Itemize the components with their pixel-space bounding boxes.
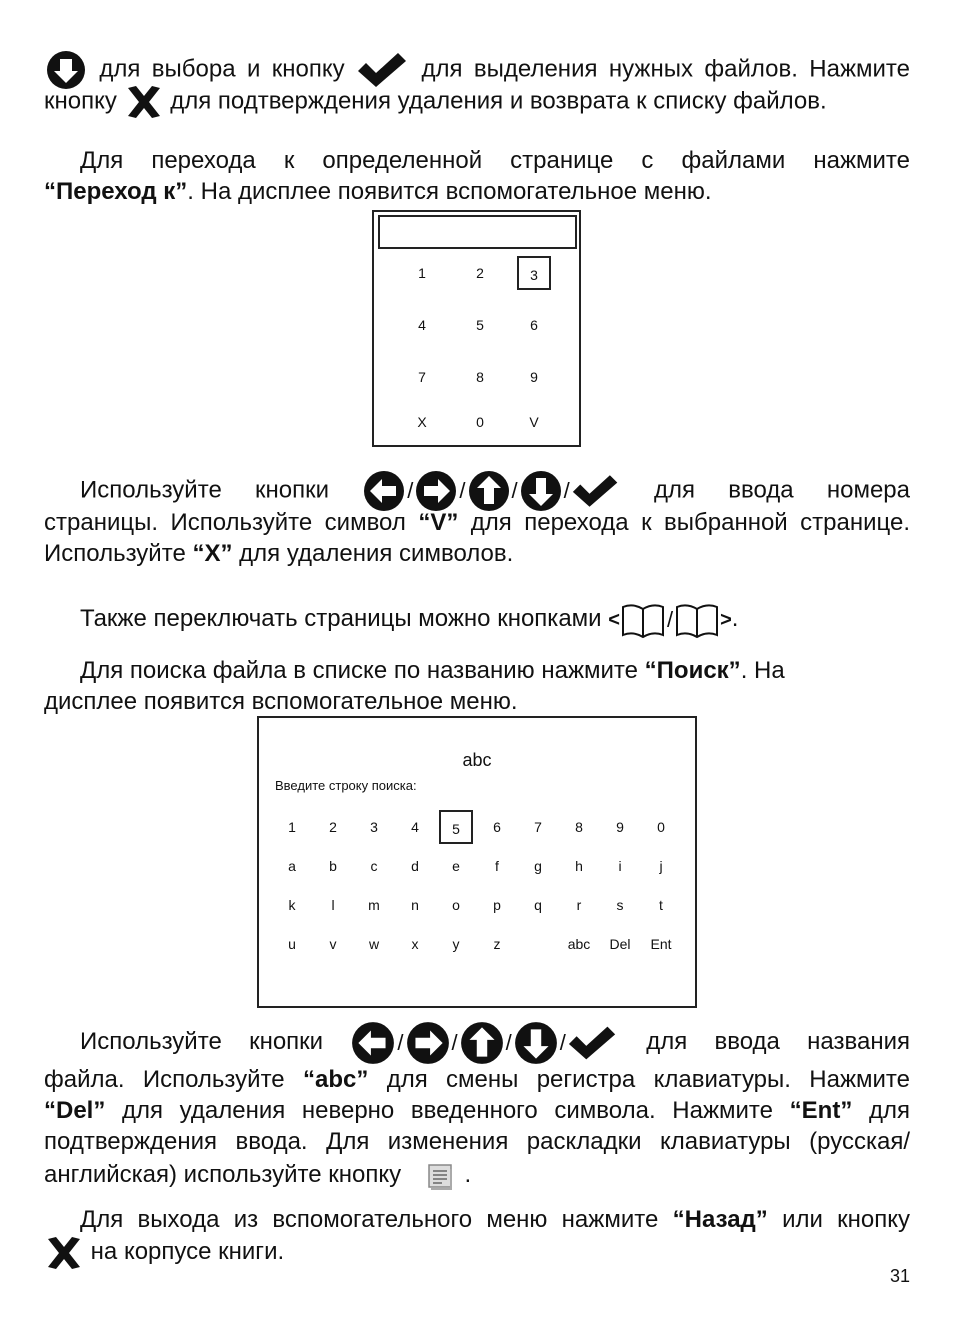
search-key-9[interactable]: 9	[616, 819, 624, 835]
sep: /	[666, 606, 674, 632]
menu-list-icon	[424, 1161, 458, 1191]
p6-text-d: для смены регистра клавиатуры. Нажмите	[386, 1066, 910, 1093]
p3-line2	[44, 507, 910, 538]
p6-line3	[44, 1095, 910, 1126]
right-arrow-icon	[414, 470, 458, 512]
key-6[interactable]: 6	[530, 317, 538, 333]
key-3-selected[interactable]: 3	[517, 256, 551, 290]
p6-text-f: для	[868, 1097, 910, 1124]
search-key-ent[interactable]: Ent	[650, 936, 672, 952]
del-label: “Del”	[44, 1097, 106, 1124]
p2-text: . На дисплее появится вспомогательное меню.	[187, 178, 712, 205]
p6-text-c: файла. Используйте	[44, 1066, 285, 1093]
p7-text-a: Для выхода из вспомогательного меню нажмите	[80, 1206, 659, 1233]
p6-line5	[44, 1157, 910, 1193]
sep: /	[451, 1029, 458, 1055]
x-label: “X”	[192, 540, 233, 567]
p1-text-d: для подтверждения удаления и возврата к списку файлов.	[170, 87, 827, 115]
search-key-8[interactable]: 8	[575, 819, 583, 835]
p6-line4: подтверждения ввода. Для изменения раскладки клавиатуры (русская/	[44, 1128, 910, 1155]
p6-text-b: для ввода названия	[646, 1028, 910, 1055]
right-arrow-icon	[405, 1021, 451, 1065]
page-number-keypad	[372, 210, 581, 447]
search-key-7[interactable]: 7	[534, 819, 542, 835]
search-keyboard	[257, 716, 697, 1008]
back-label: “Назад”	[672, 1206, 768, 1233]
left-arrow-icon	[362, 470, 406, 512]
p4-end: .	[731, 605, 739, 632]
p3-text-b: для ввода номера	[654, 476, 911, 504]
p3-text-a: Используйте кнопки	[80, 476, 330, 504]
search-key-3[interactable]: 3	[370, 819, 378, 835]
book-left-icon	[620, 601, 666, 639]
search-key-q[interactable]: q	[534, 897, 542, 913]
p3-line1	[80, 470, 910, 510]
key-5[interactable]: 5	[476, 317, 484, 333]
sep: /	[563, 478, 570, 503]
search-key-r[interactable]: r	[576, 897, 582, 913]
search-key-g[interactable]: g	[534, 858, 542, 874]
search-key-a[interactable]: a	[288, 858, 296, 874]
p4-line	[80, 600, 910, 639]
p5-text-a: Для поиска файла в списке по названию нажмите	[80, 657, 638, 684]
close-icon	[124, 84, 164, 120]
goto-label: “Переход к”	[44, 178, 188, 205]
search-key-del[interactable]: Del	[609, 936, 631, 952]
close-icon	[44, 1235, 84, 1271]
key-1[interactable]: 1	[418, 265, 426, 281]
p7-text-c: на корпусе книги.	[90, 1238, 285, 1265]
p6-text-e: для удаления неверно введенного символа. Нажмите	[122, 1097, 773, 1124]
p5-text-b: . На	[740, 657, 785, 684]
nav-buttons-group	[362, 470, 621, 512]
p6-line1	[80, 1020, 910, 1064]
check-icon	[567, 1023, 619, 1063]
search-key-1[interactable]: 1	[288, 819, 296, 835]
ent-label: “Ent”	[789, 1097, 853, 1124]
p6-text-g: английская) используйте кнопку	[44, 1161, 402, 1188]
p2-line1: Для перехода к определенной странице с файлами нажмите	[80, 147, 910, 174]
v-label: “V”	[418, 509, 459, 536]
search-key-v[interactable]: v	[329, 936, 337, 952]
sep: /	[505, 1029, 512, 1055]
sep: /	[511, 478, 518, 503]
key-x[interactable]: X	[417, 414, 427, 430]
sep: /	[407, 478, 414, 503]
down-arrow-icon	[513, 1021, 559, 1065]
p2-line2	[44, 176, 910, 207]
p3-text-c: страницы. Используйте символ	[44, 509, 406, 536]
search-key-x[interactable]: x	[411, 936, 419, 952]
search-hint: Введите строку поиска:	[275, 778, 417, 793]
search-value: abc	[462, 750, 492, 770]
nav-buttons-group-2	[350, 1020, 619, 1065]
search-key-o[interactable]: o	[452, 897, 460, 913]
search-key-n[interactable]: n	[411, 897, 419, 913]
p4-text: Также переключать страницы можно кнопками	[80, 605, 602, 632]
up-arrow-icon	[459, 1021, 505, 1065]
p3-text-d: для перехода к выбранной странице.	[470, 509, 910, 536]
search-key-t[interactable]: t	[659, 897, 663, 913]
search-key-abc[interactable]: abc	[567, 936, 591, 952]
search-key-2[interactable]: 2	[329, 819, 337, 835]
key-8[interactable]: 8	[476, 369, 484, 385]
search-key-j[interactable]: j	[659, 858, 663, 874]
p3-text-e: Используйте	[44, 540, 186, 567]
search-key-l[interactable]: l	[331, 897, 335, 913]
p6-line2	[44, 1064, 910, 1095]
check-icon	[571, 472, 621, 510]
search-key-6[interactable]: 6	[493, 819, 501, 835]
p5-line1	[80, 655, 910, 686]
p5-line2: дисплее появится вспомогательное меню.	[44, 688, 518, 715]
sep: /	[397, 1029, 404, 1055]
abc-label: “abc”	[302, 1066, 369, 1093]
book-right-icon	[674, 601, 720, 639]
search-key-y[interactable]: y	[452, 936, 460, 952]
search-key-m[interactable]: m	[368, 897, 380, 913]
search-key-4[interactable]: 4	[411, 819, 419, 835]
gt-sign: >	[720, 609, 732, 631]
search-key-0[interactable]: 0	[657, 819, 665, 835]
search-key-b[interactable]: b	[329, 858, 337, 874]
search-label: “Поиск”	[644, 657, 741, 684]
key-9[interactable]: 9	[530, 369, 538, 385]
p3-text-f: для удаления символов.	[239, 540, 514, 567]
search-key-k[interactable]: k	[288, 897, 296, 913]
down-arrow-icon	[519, 470, 563, 512]
sep: /	[559, 1029, 566, 1055]
up-arrow-icon	[467, 470, 511, 512]
sep: /	[459, 478, 466, 503]
key-2[interactable]: 2	[476, 265, 484, 281]
search-key-s[interactable]: s	[616, 897, 624, 913]
key-0[interactable]: 0	[476, 414, 484, 430]
lt-sign: <	[608, 609, 620, 631]
page-number-input[interactable]	[378, 215, 577, 249]
p1-line2	[44, 84, 910, 120]
key-v[interactable]: V	[529, 414, 539, 430]
search-key-e[interactable]: e	[452, 858, 460, 874]
p7-line1	[80, 1204, 910, 1235]
p6-end: .	[464, 1161, 472, 1188]
left-arrow-icon	[350, 1021, 396, 1065]
p7-line2	[44, 1234, 910, 1271]
search-key-w[interactable]: w	[368, 936, 380, 952]
page-flip-buttons	[608, 605, 738, 632]
p3-line3	[44, 538, 910, 569]
search-key-f[interactable]: f	[495, 858, 499, 874]
search-key-5[interactable]: 5	[439, 810, 473, 844]
search-key-h[interactable]: h	[575, 858, 583, 874]
p1-text-c: кнопку	[44, 87, 117, 115]
search-key-u[interactable]: u	[288, 936, 296, 952]
key-7[interactable]: 7	[418, 369, 426, 385]
search-key-i[interactable]: i	[618, 858, 622, 874]
p1-text-b: для выделения нужных файлов. Нажмите	[421, 55, 911, 83]
key-4[interactable]: 4	[418, 317, 426, 333]
search-key-d[interactable]: d	[411, 858, 419, 874]
p6-text-a: Используйте кнопки	[80, 1028, 324, 1055]
p7-text-b: или кнопку	[782, 1206, 911, 1233]
p1-text-a: для выбора и кнопку	[99, 55, 345, 83]
search-key-z[interactable]: z	[493, 936, 501, 952]
search-key-c[interactable]: c	[370, 858, 378, 874]
page-number: 31	[889, 1266, 910, 1286]
search-key-p[interactable]: p	[493, 897, 501, 913]
